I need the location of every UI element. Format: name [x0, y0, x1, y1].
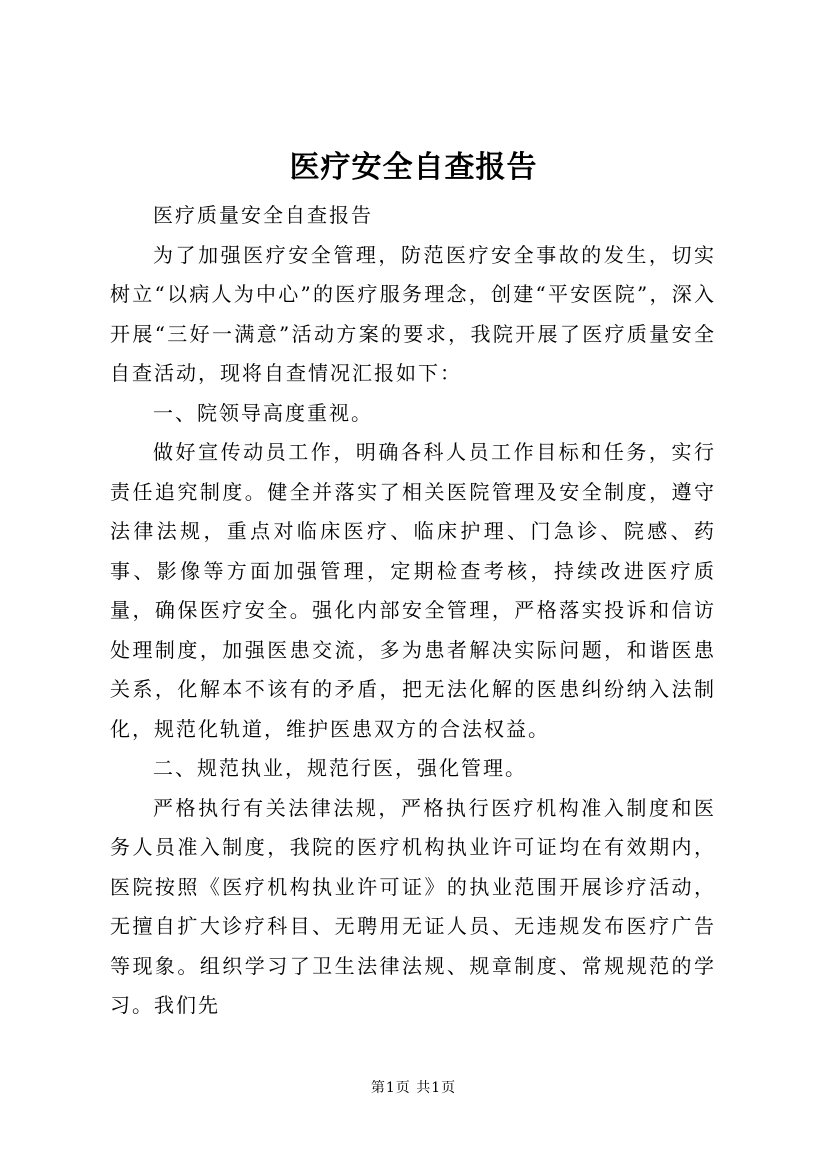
page-footer: 第1页 共1页 [370, 1080, 457, 1096]
section-1-paragraph: 做好宣传动员工作，明确各科人员工作目标和任务，实行责任追究制度。健全并落实了相关医院管理及安全制度，遵守法律法规，重点对临床医疗、临床护理、门急诊、院感、药事、影像等方面加强管理，定期检查考核，持续改进医疗质量，确保医疗安全。强化内部安全管理，严格落实投诉和信访处理制度，加强医患交流，多为患者解决实际问题，和谐医患关系，化解本不该有的矛盾，把无法化解的医患纠纷纳入法制化，规范化轨道，维护医患双方的合法权益。 [110, 440, 716, 741]
section-heading-2: 二、规范执业，规范行医，强化管理。 [153, 756, 527, 780]
section-heading-1: 一、院领导高度重视。 [153, 400, 373, 425]
subtitle-paragraph: 医疗质量安全自查报告 [153, 203, 373, 227]
document-title: 医疗安全自查报告 [289, 150, 538, 185]
intro-paragraph: 为了加强医疗安全管理，防范医疗安全事故的发生，切实树立“以病人为中心”的医疗服务理念，创建“平安医院”，深入开展“三好一满意”活动方案的要求，我院开展了医疗质量安全自查活动，现将自查情况汇报如下： [110, 242, 716, 385]
section-2-paragraph: 严格执行有关法律法规，严格执行医疗机构准入制度和医务人员准入制度，我院的医疗机构执业许可证均在有效期内，医院按照《医疗机构执业许可证》的执业范围开展诊疗活动，无擅自扩大诊疗科目、无聘用无证人员、无违规发布医疗广告等现象。组织学习了卫生法律法规、规章制度、常规规范的学习。我们先 [110, 795, 716, 1017]
document-body [110, 196, 716, 1026]
